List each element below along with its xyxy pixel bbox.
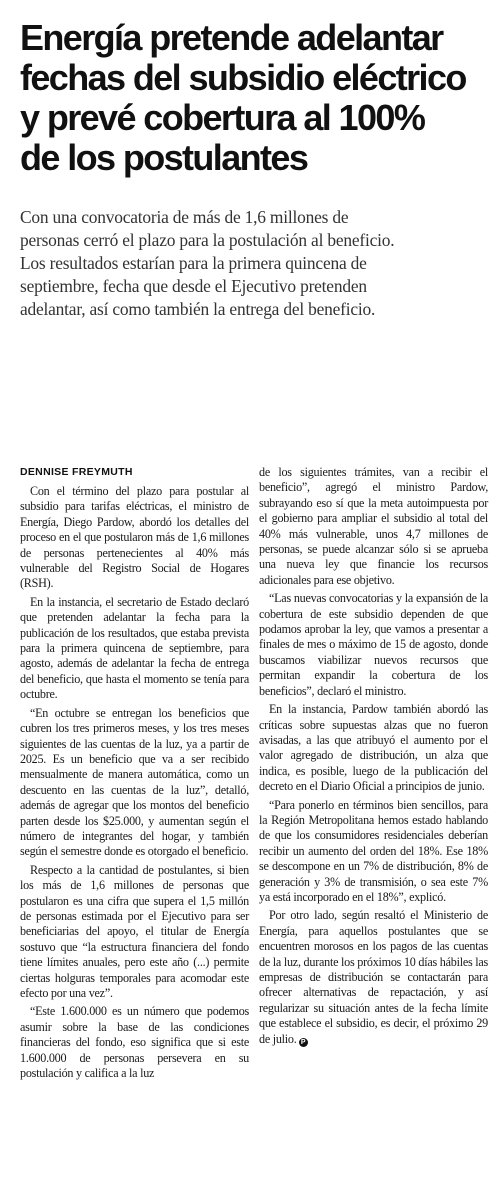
body-column-left: [20, 484, 249, 1084]
headline-line: y prevé cobertura al 100%: [20, 97, 425, 138]
headline-line: de los postulantes: [20, 137, 308, 178]
body-paragraph: “En octubre se entregan los beneficios que cubren los tres primeros meses, y los tres meses siguientes de las cuentas de la luz, ya a partir de 2025. Es un beneficio que va a ser recibido mensualmente de manera automática, como un descuento en las cuentas de la luz”, detalló, además de agregar que los montos del beneficio parten desde los $25.000, y aumentan según el número de integrantes del hogar, y también según el semestre donde es otorgado el beneficio.: [20, 705, 249, 859]
body-paragraph-final: [259, 908, 488, 1047]
body-paragraph: “Las nuevas convocatorias y la expansión de la cobertura de este subsidio dependen de que podamos aprobar la ley, que vamos a presentar a finales de mes o máximo de 15 de agosto, donde buscamos viabilizar nuevos recursos que permitan expandir la cobertura de los beneficios”, declaró el ministro.: [259, 591, 488, 698]
body-column-right: [259, 465, 488, 1050]
body-paragraph: de los siguientes trámites, van a recibir el beneficio”, agregó el ministro Pardow, subrayando eso sí que la meta autoimpuesta por el gobierno para ampliar el subsidio al total del 40% más vulnerable, unos 4,7 millones de personas, se puede alcanzar sólo si se aprueba una nueva ley que financie los recursos adicionales para ese objetivo.: [259, 465, 488, 587]
headline: [20, 18, 486, 178]
lead-line: personas cerró el plazo para la postulación al beneficio.: [20, 230, 395, 250]
headline-line: Energía pretende adelantar: [20, 17, 443, 58]
final-paragraph-text: Por otro lado, según resaltó el Ministerio de Energía, para aquellos postulantes que se encuentren morosos en los pagos de las cuentas de la luz, durante los próximos 10 días hábiles las empresas de distribución se contactarán para ofrecer alternativas de repactación, y así regularizar su situación antes de la fecha límite que establece el subsidio, es decir, el próximo 29 de julio.: [259, 908, 488, 1046]
byline: DENNISE FREYMUTH: [20, 466, 133, 478]
body-paragraph: En la instancia, el secretario de Estado declaró que pretenden adelantar la fecha para la publicación de los resultados, que estaba prevista para la primera quincena de septiembre, para agosto, además de adelantar la fecha de entrega del beneficio, que hasta el momento se tenía para octubre.: [20, 594, 249, 702]
body-paragraph: “Para ponerlo en términos bien sencillos, para la Región Metropolitana hemos estado hablando de que los consumidores residenciales deberían recibir un aumento del orden del 18%. Ese 18% se descompone en un 7% de distribución, 8% de generación y 3% de transmisión, o sea este 7% ya está incorporado en el 18%”, explicó.: [259, 797, 488, 904]
lead-line: adelantar, así como también la entrega del beneficio.: [20, 299, 376, 319]
lead-line: septiembre, fecha que desde el Ejecutivo pretenden: [20, 276, 367, 296]
body-paragraph: Con el término del plazo para postular al subsidio para tarifas eléctricas, el ministro de Energía, Diego Pardow, abordó los detalles del proceso en el que postularon más de 1,6 millones de personas pertenecientes al 40% más vulnerable del Registro Social de Hogares (RSH).: [20, 484, 249, 591]
end-mark-icon: P: [299, 1038, 308, 1047]
headline-line: fechas del subsidio eléctrico: [20, 57, 466, 98]
lead-line: Con una convocatoria de más de 1,6 millones de: [20, 207, 349, 227]
lead-line: Los resultados estarían para la primera quincena de: [20, 253, 367, 273]
body-paragraph: Respecto a la cantidad de postulantes, si bien los más de 1,6 millones de personas que postularon es una cifra que supera el 1,5 millón de personas estimada por el Ejecutivo para ser beneficiarias del apoyo, el titular de Energía sostuvo que “la estructura financiera del fondo tiene límites anuales, pero este año (...) permite ciertas holguras temporales para acomodar este efecto por una vez”.: [20, 862, 249, 1000]
lead-paragraph: [20, 206, 490, 321]
body-paragraph: “Este 1.600.000 es un número que podemos asumir sobre la base de las condiciones financieras del fondo, eso significa que si este 1.600.000 de personas persevera en su postulación y califica a la luz: [20, 1004, 249, 1081]
body-paragraph: En la instancia, Pardow también abordó las críticas sobre supuestas alzas que no fueron avisadas, a las que atribuyó el aumento por el valor agregado de distribución, un alza que indica, es posible, luego de la publicación del decreto en el Diario Oficial a principios de junio.: [259, 702, 488, 794]
